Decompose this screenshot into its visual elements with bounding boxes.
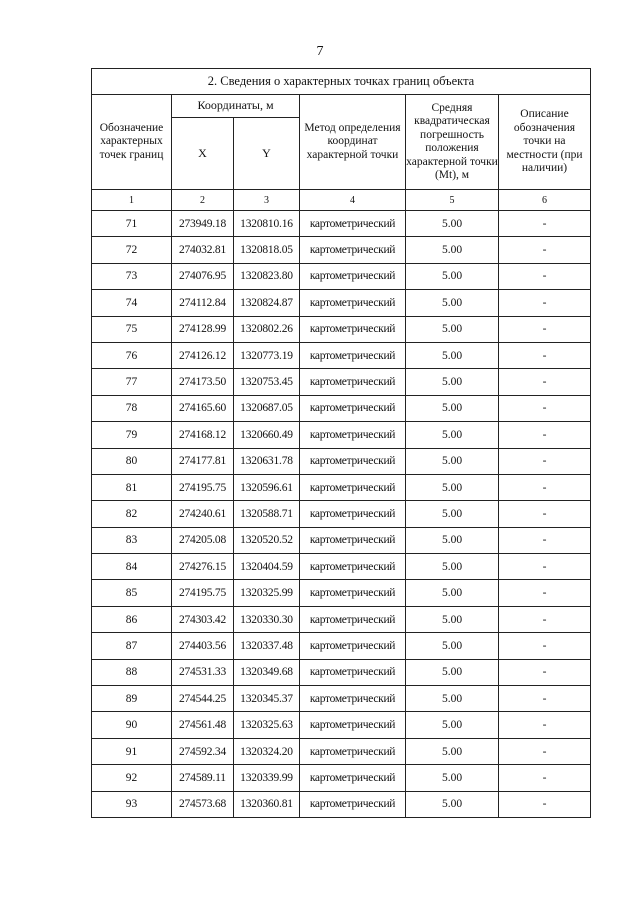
cell-description: - bbox=[499, 263, 591, 289]
table-row bbox=[92, 448, 591, 474]
cell-x: 274128.99 bbox=[172, 316, 234, 342]
column-number: 5 bbox=[406, 190, 499, 211]
header-row bbox=[92, 95, 591, 118]
cell-point: 78 bbox=[92, 395, 172, 421]
header-x: X bbox=[172, 118, 234, 190]
cell-description: - bbox=[499, 686, 591, 712]
cell-description: - bbox=[499, 527, 591, 553]
column-number: 3 bbox=[234, 190, 300, 211]
cell-point: 80 bbox=[92, 448, 172, 474]
cell-y: 1320324.20 bbox=[234, 738, 300, 764]
cell-point: 93 bbox=[92, 791, 172, 817]
cell-method: картометрический bbox=[300, 606, 406, 632]
header-accuracy: Средняя квадратическая погрешность положения характерной точки (Mt), м bbox=[406, 95, 499, 190]
cell-point: 91 bbox=[92, 738, 172, 764]
cell-method: картометрический bbox=[300, 633, 406, 659]
cell-method: картометрический bbox=[300, 554, 406, 580]
cell-method: картометрический bbox=[300, 580, 406, 606]
cell-x: 274403.56 bbox=[172, 633, 234, 659]
cell-x: 274195.75 bbox=[172, 580, 234, 606]
cell-method: картометрический bbox=[300, 791, 406, 817]
table-row bbox=[92, 659, 591, 685]
cell-y: 1320660.49 bbox=[234, 422, 300, 448]
cell-x: 274573.68 bbox=[172, 791, 234, 817]
cell-description: - bbox=[499, 501, 591, 527]
cell-y: 1320810.16 bbox=[234, 211, 300, 237]
cell-point: 84 bbox=[92, 554, 172, 580]
cell-y: 1320818.05 bbox=[234, 237, 300, 263]
cell-accuracy: 5.00 bbox=[406, 369, 499, 395]
cell-method: картометрический bbox=[300, 290, 406, 316]
cell-x: 274032.81 bbox=[172, 237, 234, 263]
header-y: Y bbox=[234, 118, 300, 190]
cell-point: 81 bbox=[92, 474, 172, 500]
cell-y: 1320360.81 bbox=[234, 791, 300, 817]
cell-accuracy: 5.00 bbox=[406, 316, 499, 342]
cell-x: 274165.60 bbox=[172, 395, 234, 421]
cell-description: - bbox=[499, 369, 591, 395]
cell-accuracy: 5.00 bbox=[406, 237, 499, 263]
cell-description: - bbox=[499, 712, 591, 738]
cell-accuracy: 5.00 bbox=[406, 501, 499, 527]
cell-y: 1320337.48 bbox=[234, 633, 300, 659]
cell-point: 77 bbox=[92, 369, 172, 395]
cell-accuracy: 5.00 bbox=[406, 659, 499, 685]
table-row bbox=[92, 422, 591, 448]
table-row bbox=[92, 580, 591, 606]
cell-accuracy: 5.00 bbox=[406, 474, 499, 500]
cell-method: картометрический bbox=[300, 501, 406, 527]
table-row bbox=[92, 791, 591, 817]
cell-method: картометрический bbox=[300, 422, 406, 448]
cell-x: 274240.61 bbox=[172, 501, 234, 527]
cell-point: 72 bbox=[92, 237, 172, 263]
cell-y: 1320802.26 bbox=[234, 316, 300, 342]
table-row bbox=[92, 342, 591, 368]
cell-accuracy: 5.00 bbox=[406, 554, 499, 580]
cell-x: 274126.12 bbox=[172, 342, 234, 368]
cell-point: 83 bbox=[92, 527, 172, 553]
cell-method: картометрический bbox=[300, 263, 406, 289]
table-row bbox=[92, 633, 591, 659]
cell-y: 1320824.87 bbox=[234, 290, 300, 316]
cell-description: - bbox=[499, 237, 591, 263]
cell-point: 90 bbox=[92, 712, 172, 738]
cell-method: картометрический bbox=[300, 659, 406, 685]
cell-accuracy: 5.00 bbox=[406, 791, 499, 817]
cell-method: картометрический bbox=[300, 211, 406, 237]
cell-y: 1320349.68 bbox=[234, 659, 300, 685]
cell-x: 274076.95 bbox=[172, 263, 234, 289]
cell-method: картометрический bbox=[300, 395, 406, 421]
cell-description: - bbox=[499, 290, 591, 316]
cell-y: 1320753.45 bbox=[234, 369, 300, 395]
cell-point: 74 bbox=[92, 290, 172, 316]
section-title: 2. Сведения о характерных точках границ объекта bbox=[92, 69, 591, 95]
table-row bbox=[92, 263, 591, 289]
section-title-row bbox=[92, 69, 591, 95]
cell-accuracy: 5.00 bbox=[406, 448, 499, 474]
cell-description: - bbox=[499, 738, 591, 764]
cell-description: - bbox=[499, 211, 591, 237]
cell-x: 274589.11 bbox=[172, 765, 234, 791]
cell-description: - bbox=[499, 342, 591, 368]
cell-x: 274592.34 bbox=[172, 738, 234, 764]
cell-accuracy: 5.00 bbox=[406, 738, 499, 764]
cell-x: 274177.81 bbox=[172, 448, 234, 474]
cell-point: 86 bbox=[92, 606, 172, 632]
cell-method: картометрический bbox=[300, 316, 406, 342]
column-number: 4 bbox=[300, 190, 406, 211]
cell-y: 1320345.37 bbox=[234, 686, 300, 712]
cell-y: 1320823.80 bbox=[234, 263, 300, 289]
cell-x: 273949.18 bbox=[172, 211, 234, 237]
cell-x: 274195.75 bbox=[172, 474, 234, 500]
cell-point: 71 bbox=[92, 211, 172, 237]
cell-method: картометрический bbox=[300, 474, 406, 500]
cell-description: - bbox=[499, 448, 591, 474]
cell-y: 1320339.99 bbox=[234, 765, 300, 791]
cell-x: 274561.48 bbox=[172, 712, 234, 738]
cell-y: 1320404.59 bbox=[234, 554, 300, 580]
cell-x: 274173.50 bbox=[172, 369, 234, 395]
header-coordinates: Координаты, м bbox=[172, 95, 300, 118]
table-row bbox=[92, 369, 591, 395]
cell-x: 274303.42 bbox=[172, 606, 234, 632]
cell-accuracy: 5.00 bbox=[406, 765, 499, 791]
cell-x: 274205.08 bbox=[172, 527, 234, 553]
table-row bbox=[92, 211, 591, 237]
table-row bbox=[92, 738, 591, 764]
cell-y: 1320325.99 bbox=[234, 580, 300, 606]
column-number: 6 bbox=[499, 190, 591, 211]
cell-description: - bbox=[499, 633, 591, 659]
cell-accuracy: 5.00 bbox=[406, 211, 499, 237]
cell-point: 87 bbox=[92, 633, 172, 659]
cell-point: 89 bbox=[92, 686, 172, 712]
table-row bbox=[92, 474, 591, 500]
cell-method: картометрический bbox=[300, 342, 406, 368]
table-row bbox=[92, 290, 591, 316]
cell-accuracy: 5.00 bbox=[406, 633, 499, 659]
header-description: Описание обозначения точки на местности (при наличии) bbox=[499, 95, 591, 190]
cell-point: 88 bbox=[92, 659, 172, 685]
cell-description: - bbox=[499, 606, 591, 632]
column-number: 1 bbox=[92, 190, 172, 211]
cell-description: - bbox=[499, 395, 591, 421]
cell-point: 75 bbox=[92, 316, 172, 342]
cell-accuracy: 5.00 bbox=[406, 342, 499, 368]
table-row bbox=[92, 765, 591, 791]
cell-x: 274544.25 bbox=[172, 686, 234, 712]
cell-description: - bbox=[499, 659, 591, 685]
table-row bbox=[92, 395, 591, 421]
header-method: Метод определения координат характерной точки bbox=[300, 95, 406, 190]
cell-point: 79 bbox=[92, 422, 172, 448]
cell-description: - bbox=[499, 791, 591, 817]
cell-method: картометрический bbox=[300, 527, 406, 553]
table-row bbox=[92, 527, 591, 553]
cell-accuracy: 5.00 bbox=[406, 422, 499, 448]
cell-y: 1320325.63 bbox=[234, 712, 300, 738]
cell-y: 1320330.30 bbox=[234, 606, 300, 632]
cell-accuracy: 5.00 bbox=[406, 395, 499, 421]
cell-description: - bbox=[499, 765, 591, 791]
cell-y: 1320631.78 bbox=[234, 448, 300, 474]
cell-y: 1320773.19 bbox=[234, 342, 300, 368]
cell-accuracy: 5.00 bbox=[406, 580, 499, 606]
cell-method: картометрический bbox=[300, 765, 406, 791]
cell-accuracy: 5.00 bbox=[406, 527, 499, 553]
header-point: Обозначение характерных точек границ bbox=[92, 95, 172, 190]
cell-x: 274276.15 bbox=[172, 554, 234, 580]
cell-accuracy: 5.00 bbox=[406, 263, 499, 289]
cell-accuracy: 5.00 bbox=[406, 290, 499, 316]
cell-accuracy: 5.00 bbox=[406, 712, 499, 738]
cell-method: картометрический bbox=[300, 686, 406, 712]
cell-accuracy: 5.00 bbox=[406, 606, 499, 632]
cell-description: - bbox=[499, 580, 591, 606]
boundary-points-table bbox=[91, 68, 591, 818]
cell-method: картометрический bbox=[300, 738, 406, 764]
column-number: 2 bbox=[172, 190, 234, 211]
cell-point: 73 bbox=[92, 263, 172, 289]
cell-method: картометрический bbox=[300, 237, 406, 263]
cell-point: 76 bbox=[92, 342, 172, 368]
table-row bbox=[92, 554, 591, 580]
page-number: 7 bbox=[316, 44, 324, 59]
cell-description: - bbox=[499, 474, 591, 500]
table-row bbox=[92, 237, 591, 263]
cell-x: 274112.84 bbox=[172, 290, 234, 316]
cell-method: картометрический bbox=[300, 448, 406, 474]
column-number-row bbox=[92, 190, 591, 211]
cell-x: 274168.12 bbox=[172, 422, 234, 448]
cell-point: 82 bbox=[92, 501, 172, 527]
table-row bbox=[92, 712, 591, 738]
cell-method: картометрический bbox=[300, 712, 406, 738]
cell-accuracy: 5.00 bbox=[406, 686, 499, 712]
cell-x: 274531.33 bbox=[172, 659, 234, 685]
cell-description: - bbox=[499, 316, 591, 342]
cell-y: 1320588.71 bbox=[234, 501, 300, 527]
table-row bbox=[92, 316, 591, 342]
cell-method: картометрический bbox=[300, 369, 406, 395]
table-row bbox=[92, 606, 591, 632]
cell-y: 1320687.05 bbox=[234, 395, 300, 421]
cell-description: - bbox=[499, 554, 591, 580]
cell-y: 1320520.52 bbox=[234, 527, 300, 553]
cell-y: 1320596.61 bbox=[234, 474, 300, 500]
cell-point: 92 bbox=[92, 765, 172, 791]
cell-description: - bbox=[499, 422, 591, 448]
table-row bbox=[92, 501, 591, 527]
cell-point: 85 bbox=[92, 580, 172, 606]
table-row bbox=[92, 686, 591, 712]
